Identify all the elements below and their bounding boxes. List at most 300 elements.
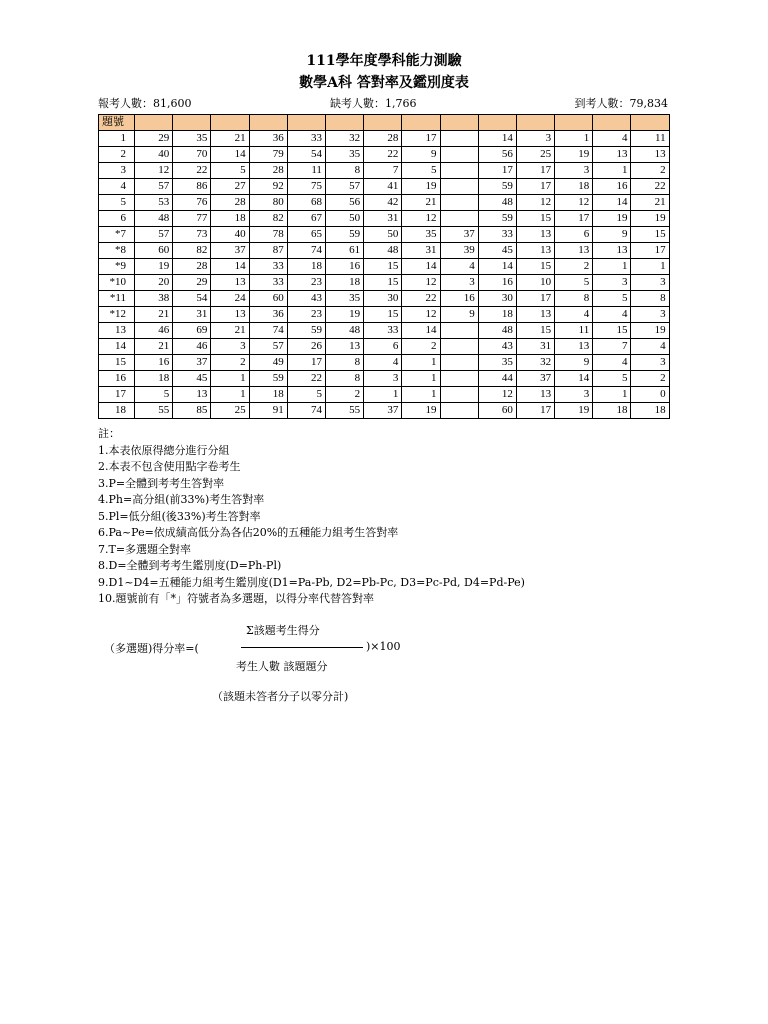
rate-table: [98, 114, 670, 419]
formula-numerator: Σ該題考生得分: [246, 624, 320, 637]
value-cell: 4: [631, 339, 669, 355]
header-cell: [287, 115, 325, 131]
value-cell: 28: [364, 131, 402, 147]
value-cell: 17: [555, 211, 593, 227]
value-cell: [440, 403, 478, 419]
value-cell: 33: [364, 323, 402, 339]
table-row: [99, 259, 670, 275]
value-cell: 12: [402, 211, 440, 227]
value-cell: 4: [555, 307, 593, 323]
value-cell: 4: [593, 355, 631, 371]
value-cell: [440, 163, 478, 179]
value-cell: 3: [364, 371, 402, 387]
value-cell: 53: [135, 195, 173, 211]
note-line: 7.T=多選題全對率: [98, 542, 192, 556]
value-cell: 10: [516, 275, 554, 291]
value-cell: 31: [173, 307, 211, 323]
question-number-cell: 3: [99, 163, 135, 179]
value-cell: 7: [364, 163, 402, 179]
value-cell: 37: [364, 403, 402, 419]
header-cell: [135, 115, 173, 131]
value-cell: 8: [555, 291, 593, 307]
table-row: [99, 179, 670, 195]
question-number-cell: 13: [99, 323, 135, 339]
value-cell: 48: [364, 243, 402, 259]
value-cell: 13: [516, 307, 554, 323]
value-cell: 5: [593, 291, 631, 307]
value-cell: 50: [325, 211, 363, 227]
header-question-number: 題號: [99, 115, 135, 131]
value-cell: 37: [211, 243, 249, 259]
value-cell: [440, 195, 478, 211]
value-cell: 59: [478, 211, 516, 227]
value-cell: 60: [249, 291, 287, 307]
value-cell: 19: [555, 403, 593, 419]
value-cell: 2: [325, 387, 363, 403]
value-cell: 28: [249, 163, 287, 179]
value-cell: 1: [211, 371, 249, 387]
table-row: [99, 291, 670, 307]
value-cell: 1: [402, 371, 440, 387]
value-cell: 3: [516, 131, 554, 147]
value-cell: 18: [135, 371, 173, 387]
note-line: 5.Pl=低分組(後33%)考生答對率: [98, 509, 261, 523]
table-row: [99, 387, 670, 403]
value-cell: 48: [478, 323, 516, 339]
value-cell: 92: [249, 179, 287, 195]
value-cell: 1: [364, 387, 402, 403]
value-cell: 18: [287, 259, 325, 275]
value-cell: 19: [402, 403, 440, 419]
table-row: [99, 211, 670, 227]
value-cell: 3: [631, 275, 669, 291]
formula-denominator: 考生人數 該題題分: [236, 660, 328, 673]
note-line: 2.本表不包含使用點字卷考生: [98, 460, 241, 473]
value-cell: 5: [135, 387, 173, 403]
value-cell: 45: [478, 243, 516, 259]
value-cell: 35: [325, 147, 363, 163]
value-cell: 1: [211, 387, 249, 403]
value-cell: [440, 339, 478, 355]
question-number-cell: *9: [99, 259, 135, 275]
value-cell: 68: [287, 195, 325, 211]
value-cell: 38: [135, 291, 173, 307]
question-number-cell: 14: [99, 339, 135, 355]
value-cell: 33: [478, 227, 516, 243]
note-line: 10.題號前有「*」符號者為多選題，以得分率代替答對率: [98, 592, 374, 605]
value-cell: 65: [287, 227, 325, 243]
value-cell: 36: [249, 307, 287, 323]
value-cell: 19: [631, 323, 669, 339]
registered-count: 報考人數：81,600: [98, 97, 192, 110]
value-cell: 1: [593, 163, 631, 179]
value-cell: 14: [555, 371, 593, 387]
value-cell: 17: [516, 291, 554, 307]
value-cell: 35: [478, 355, 516, 371]
value-cell: 21: [211, 131, 249, 147]
header-cell: [555, 115, 593, 131]
header-cell: [364, 115, 402, 131]
table-row: [99, 323, 670, 339]
value-cell: 55: [135, 403, 173, 419]
value-cell: 7: [593, 339, 631, 355]
value-cell: 35: [173, 131, 211, 147]
value-cell: 18: [631, 403, 669, 419]
value-cell: 37: [440, 227, 478, 243]
value-cell: 16: [135, 355, 173, 371]
notes-heading: 註：: [98, 427, 120, 440]
question-number-cell: 6: [99, 211, 135, 227]
value-cell: 37: [516, 371, 554, 387]
header-cell: [249, 115, 287, 131]
table-row: [99, 339, 670, 355]
value-cell: 59: [249, 371, 287, 387]
value-cell: 14: [478, 259, 516, 275]
value-cell: 25: [211, 403, 249, 419]
value-cell: 19: [402, 179, 440, 195]
value-cell: 16: [478, 275, 516, 291]
value-cell: 8: [325, 355, 363, 371]
value-cell: 48: [325, 323, 363, 339]
value-cell: 1: [402, 387, 440, 403]
value-cell: 40: [211, 227, 249, 243]
note-line: 4.Ph=高分組(前33%)考生答對率: [98, 493, 265, 506]
value-cell: 24: [211, 291, 249, 307]
table-row: [99, 147, 670, 163]
value-cell: 86: [173, 179, 211, 195]
value-cell: 42: [364, 195, 402, 211]
value-cell: 60: [478, 403, 516, 419]
value-cell: 5: [555, 275, 593, 291]
value-cell: 25: [516, 147, 554, 163]
value-cell: 18: [555, 179, 593, 195]
value-cell: 12: [402, 275, 440, 291]
value-cell: 29: [173, 275, 211, 291]
value-cell: [440, 323, 478, 339]
value-cell: 17: [402, 131, 440, 147]
fraction-bar: [241, 647, 363, 648]
value-cell: 17: [631, 243, 669, 259]
value-cell: 21: [135, 339, 173, 355]
table-row: [99, 243, 670, 259]
value-cell: 12: [135, 163, 173, 179]
header-cell: [478, 115, 516, 131]
value-cell: 1: [593, 387, 631, 403]
note-line: 1.本表依原得總分進行分組: [98, 443, 230, 457]
value-cell: 9: [402, 147, 440, 163]
value-cell: 13: [555, 339, 593, 355]
value-cell: 87: [249, 243, 287, 259]
value-cell: 55: [325, 403, 363, 419]
value-cell: 1: [593, 259, 631, 275]
table-row: [99, 227, 670, 243]
value-cell: [440, 147, 478, 163]
value-cell: 50: [364, 227, 402, 243]
value-cell: 33: [249, 275, 287, 291]
value-cell: 78: [249, 227, 287, 243]
value-cell: 12: [555, 195, 593, 211]
value-cell: 33: [287, 131, 325, 147]
value-cell: 6: [364, 339, 402, 355]
value-cell: 80: [249, 195, 287, 211]
value-cell: 14: [478, 131, 516, 147]
value-cell: 13: [593, 147, 631, 163]
value-cell: 13: [593, 243, 631, 259]
value-cell: 28: [173, 259, 211, 275]
value-cell: 56: [325, 195, 363, 211]
value-cell: 32: [516, 355, 554, 371]
value-cell: 76: [173, 195, 211, 211]
value-cell: 29: [135, 131, 173, 147]
value-cell: 2: [555, 259, 593, 275]
value-cell: 13: [631, 147, 669, 163]
value-cell: 15: [364, 275, 402, 291]
value-cell: 12: [516, 195, 554, 211]
value-cell: 57: [325, 179, 363, 195]
question-number-cell: 15: [99, 355, 135, 371]
note-line: 8.D=全體到考考生鑑別度(D=Ph-Pl): [98, 559, 282, 572]
value-cell: 30: [364, 291, 402, 307]
value-cell: 73: [173, 227, 211, 243]
value-cell: 1: [555, 131, 593, 147]
value-cell: [440, 131, 478, 147]
value-cell: 35: [325, 291, 363, 307]
value-cell: 15: [364, 307, 402, 323]
header-cell: [440, 115, 478, 131]
value-cell: 45: [173, 371, 211, 387]
note-line: 6.Pa~Pe=依成績高低分為各佔20%的五種能力組考生答對率: [98, 526, 399, 539]
value-cell: 32: [325, 131, 363, 147]
value-cell: 13: [173, 387, 211, 403]
header-cell: [211, 115, 249, 131]
table-row: [99, 371, 670, 387]
question-number-cell: 17: [99, 387, 135, 403]
value-cell: 3: [593, 275, 631, 291]
value-cell: 4: [440, 259, 478, 275]
value-cell: 19: [631, 211, 669, 227]
value-cell: 0: [631, 387, 669, 403]
value-cell: 39: [440, 243, 478, 259]
value-cell: 6: [555, 227, 593, 243]
value-cell: 21: [402, 195, 440, 211]
value-cell: 74: [249, 323, 287, 339]
value-cell: 22: [402, 291, 440, 307]
formula-note: （該題未答者分子以零分計): [212, 690, 349, 703]
table-row: [99, 195, 670, 211]
stats-row: [98, 95, 668, 111]
value-cell: 18: [325, 275, 363, 291]
value-cell: 2: [402, 339, 440, 355]
header-cell: [631, 115, 669, 131]
value-cell: 22: [364, 147, 402, 163]
value-cell: 74: [287, 243, 325, 259]
value-cell: 57: [135, 227, 173, 243]
table-row: [99, 403, 670, 419]
value-cell: 22: [173, 163, 211, 179]
table-row: [99, 131, 670, 147]
value-cell: 74: [287, 403, 325, 419]
value-cell: 17: [516, 179, 554, 195]
value-cell: 79: [249, 147, 287, 163]
value-cell: 8: [631, 291, 669, 307]
table-body: [99, 131, 670, 419]
value-cell: 61: [325, 243, 363, 259]
value-cell: 5: [402, 163, 440, 179]
value-cell: 2: [211, 355, 249, 371]
table-row: [99, 275, 670, 291]
value-cell: 15: [364, 259, 402, 275]
value-cell: 15: [593, 323, 631, 339]
value-cell: 56: [478, 147, 516, 163]
page-title: 111學年度學科能力測驗: [306, 53, 462, 69]
formula-block: [98, 618, 498, 718]
value-cell: 17: [516, 403, 554, 419]
value-cell: 14: [402, 259, 440, 275]
formula-tail: )×100: [366, 640, 401, 653]
note-line: 9.D1~D4=五種能力組考生鑑別度(D1=Pa-Pb, D2=Pb-Pc, D3=Pc-Pd, D4=Pd-Pe): [98, 575, 525, 589]
value-cell: 3: [631, 307, 669, 323]
value-cell: 13: [211, 307, 249, 323]
value-cell: 26: [287, 339, 325, 355]
value-cell: 9: [440, 307, 478, 323]
value-cell: 8: [325, 163, 363, 179]
value-cell: 37: [173, 355, 211, 371]
question-number-cell: *7: [99, 227, 135, 243]
value-cell: 11: [555, 323, 593, 339]
value-cell: 19: [593, 211, 631, 227]
present-count: 到考人數：79,834: [574, 97, 668, 110]
note-line: 3.P=全體到考考生答對率: [98, 476, 225, 490]
question-number-cell: 18: [99, 403, 135, 419]
value-cell: 12: [478, 387, 516, 403]
value-cell: 59: [478, 179, 516, 195]
value-cell: 23: [287, 275, 325, 291]
value-cell: 22: [631, 179, 669, 195]
value-cell: 14: [593, 195, 631, 211]
question-number-cell: 1: [99, 131, 135, 147]
value-cell: 91: [249, 403, 287, 419]
value-cell: 15: [516, 259, 554, 275]
value-cell: 57: [249, 339, 287, 355]
value-cell: 5: [211, 163, 249, 179]
value-cell: 35: [402, 227, 440, 243]
value-cell: 8: [325, 371, 363, 387]
question-number-cell: *12: [99, 307, 135, 323]
value-cell: 14: [402, 323, 440, 339]
value-cell: 15: [631, 227, 669, 243]
value-cell: [440, 387, 478, 403]
value-cell: 49: [249, 355, 287, 371]
value-cell: 44: [478, 371, 516, 387]
value-cell: 48: [478, 195, 516, 211]
value-cell: 15: [516, 211, 554, 227]
value-cell: 20: [135, 275, 173, 291]
value-cell: 33: [249, 259, 287, 275]
value-cell: 19: [555, 147, 593, 163]
value-cell: 46: [173, 339, 211, 355]
value-cell: [440, 355, 478, 371]
value-cell: 82: [173, 243, 211, 259]
value-cell: [440, 211, 478, 227]
value-cell: 9: [555, 355, 593, 371]
value-cell: 19: [135, 259, 173, 275]
value-cell: 4: [593, 307, 631, 323]
value-cell: 1: [631, 259, 669, 275]
value-cell: 13: [325, 339, 363, 355]
question-number-cell: *10: [99, 275, 135, 291]
value-cell: 43: [287, 291, 325, 307]
value-cell: 3: [631, 355, 669, 371]
question-number-cell: 5: [99, 195, 135, 211]
value-cell: 57: [135, 179, 173, 195]
question-number-cell: 16: [99, 371, 135, 387]
value-cell: 3: [440, 275, 478, 291]
value-cell: 28: [211, 195, 249, 211]
value-cell: 12: [402, 307, 440, 323]
table-header-row: [99, 115, 670, 131]
header-cell: [516, 115, 554, 131]
value-cell: 11: [287, 163, 325, 179]
value-cell: 69: [173, 323, 211, 339]
question-number-cell: 4: [99, 179, 135, 195]
value-cell: 23: [287, 307, 325, 323]
value-cell: 36: [249, 131, 287, 147]
value-cell: 18: [211, 211, 249, 227]
header-cell: [402, 115, 440, 131]
value-cell: 3: [555, 387, 593, 403]
value-cell: 82: [249, 211, 287, 227]
value-cell: 17: [287, 355, 325, 371]
table-row: [99, 355, 670, 371]
value-cell: 13: [555, 243, 593, 259]
value-cell: 21: [135, 307, 173, 323]
value-cell: [440, 371, 478, 387]
value-cell: 17: [516, 163, 554, 179]
value-cell: 54: [173, 291, 211, 307]
header-cell: [593, 115, 631, 131]
value-cell: 46: [135, 323, 173, 339]
value-cell: 5: [287, 387, 325, 403]
value-cell: 22: [287, 371, 325, 387]
value-cell: 75: [287, 179, 325, 195]
value-cell: 15: [516, 323, 554, 339]
value-cell: 18: [249, 387, 287, 403]
value-cell: 2: [631, 163, 669, 179]
value-cell: 30: [478, 291, 516, 307]
question-number-cell: *11: [99, 291, 135, 307]
question-number-cell: *8: [99, 243, 135, 259]
value-cell: 5: [593, 371, 631, 387]
value-cell: 16: [440, 291, 478, 307]
table-row: [99, 307, 670, 323]
value-cell: 21: [211, 323, 249, 339]
value-cell: 3: [211, 339, 249, 355]
value-cell: 18: [593, 403, 631, 419]
value-cell: 16: [325, 259, 363, 275]
value-cell: 31: [364, 211, 402, 227]
header-cell: [325, 115, 363, 131]
value-cell: [440, 179, 478, 195]
value-cell: 67: [287, 211, 325, 227]
value-cell: 40: [135, 147, 173, 163]
value-cell: 59: [325, 227, 363, 243]
value-cell: 85: [173, 403, 211, 419]
value-cell: 43: [478, 339, 516, 355]
value-cell: 13: [211, 275, 249, 291]
value-cell: 21: [631, 195, 669, 211]
question-number-cell: 2: [99, 147, 135, 163]
value-cell: 13: [516, 243, 554, 259]
